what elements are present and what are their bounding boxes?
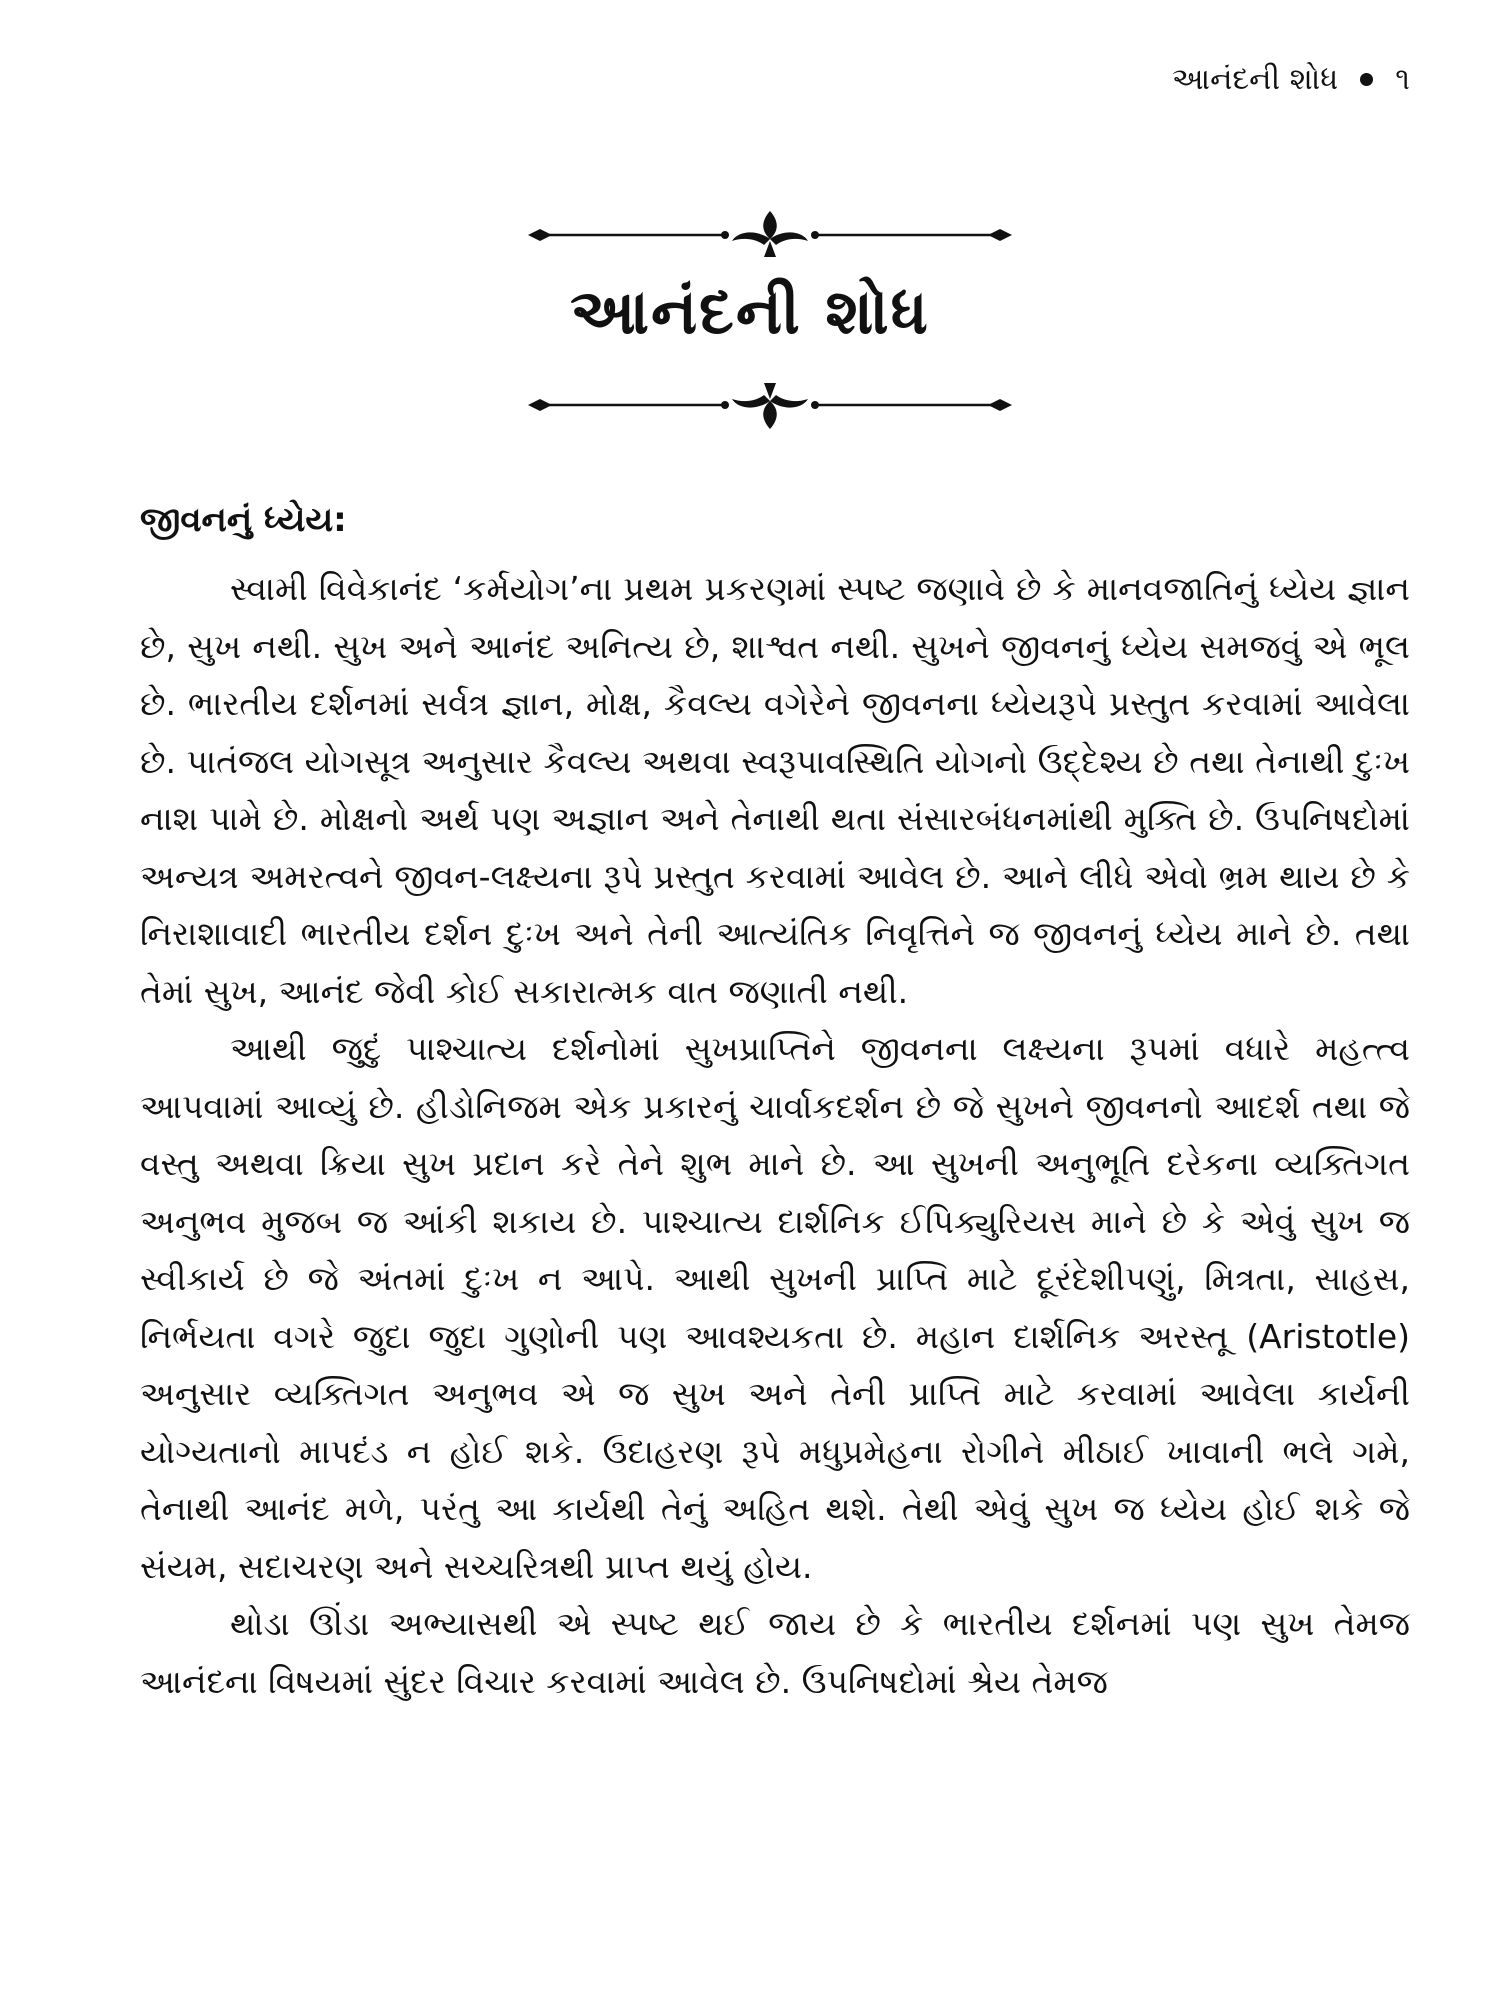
page-number: ૧ — [1395, 62, 1410, 97]
body-text — [140, 560, 1410, 1710]
bottom-ornament-divider-icon — [520, 375, 1020, 435]
section-heading: જીવનનું ધ્યેય: — [140, 500, 347, 540]
paragraph: સ્વામી વિવેકાનંદ ‘કર્મયોગ’ના પ્રથમ પ્રકરણમાં સ્પષ્ટ જણાવે છે કે માનવજાતિનું ધ્યેય જ્ઞાન છે, સુખ નથી. સુખ અને આનંદ અનિત્ય છે, શાશ્વત નથી. સુખને જીવનનું ધ્યેય સમજવું એ ભૂલ છે. ભારતીય દર્શનમાં સર્વત્ર જ્ઞાન, મોક્ષ, કૈવલ્ય વગેરેને જીવનના ધ્યેયરૂપે પ્રસ્તુત કરવામાં આવેલા છે. પાતંજલ યોગસૂત્ર અનુસાર કૈવલ્ય અથવા સ્વરૂપાવસ્થિતિ યોગનો ઉદ્દેશ્ય છે તથા તેનાથી દુઃખ નાશ પામે છે. મોક્ષનો અર્થ પણ અજ્ઞાન અને તેનાથી થતા સંસારબંધનમાંથી મુક્તિ છે. ઉપનિષદોમાં અન્યત્ર અમરત્વને જીવન-લક્ષ્યના રૂપે પ્રસ્તુત કરવામાં આવેલ છે. આને લીધે એવો ભ્રમ થાય છે કે નિરાશાવાદી ભારતીય દર્શન દુઃખ અને તેની આત્યંતિક નિવૃત્તિને જ જીવનનું ધ્યેય માને છે. તથા તેમાં સુખ, આનંદ જેવી કોઈ સકારાત્મક વાત જણાતી નથી. — [140, 569, 1410, 1011]
top-ornament-divider-icon — [520, 205, 1020, 265]
running-title: આનંદની શોધ — [1171, 62, 1339, 97]
paragraph: આથી જુદું પાશ્ચાત્ય દર્શનોમાં સુખપ્રાપ્તિને જીવનના લક્ષ્યના રૂપમાં વધારે મહત્ત્વ આપવામાં આવ્યું છે. હીડોનિજમ એક પ્રકારનું ચાર્વાકદર્શન છે જે સુખને જીવનનો આદર્શ તથા જે વસ્તુ અથવા ક્રિયા સુખ પ્રદાન કરે તેને શુભ માને છે. આ સુખની અનુભૂતિ દરેકના વ્યક્તિગત અનુભવ મુજબ જ આંકી શકાય છે. પાશ્ચાત્ય દાર્શનિક ઈપિક્યુરિયસ માને છે કે એવું સુખ જ સ્વીકાર્ય છે જે અંતમાં દુઃખ ન આપે. આથી સુખની પ્રાપ્તિ માટે દૂરંદેશીપણું, મિત્રતા, સાહસ, નિર્ભયતા વગરે જુદા જુદા ગુણોની પણ આવશ્યકતા છે. મહાન દાર્શનિક અરસ્તૂ (Aristotle) અનુસાર વ્યક્તિગત અનુભવ એ જ સુખ અને તેની પ્રાપ્તિ માટે કરવામાં આવેલા કાર્યની યોગ્યતાનો માપદંડ ન હોઈ શકે. ઉદાહરણ રૂપે મધુપ્રમેહના રોગીને મીઠાઈ ખાવાની ભલે ગમે, તેનાથી આનંદ મળે, પરંતુ આ કાર્યથી તેનું અહિત થશે. તેથી એવું સુખ જ ધ્યેય હોઈ શકે જે સંયમ, સદાચરણ અને સચ્ચરિત્રથી પ્રાપ્ત થયું હોય. — [140, 1029, 1410, 1586]
paragraph: થોડા ઊંડા અભ્યાસથી એ સ્પષ્ટ થઈ જાય છે કે ભારતીય દર્શનમાં પણ સુખ તેમજ આનંદના વિષયમાં સુંદર વિચાર કરવામાં આવેલ છે. ઉપનિષદોમાં શ્રેય તેમજ — [140, 1604, 1410, 1701]
chapter-title: આનંદની શોધ — [570, 275, 930, 348]
bullet-dot-icon — [1360, 73, 1373, 86]
running-header — [1172, 62, 1410, 97]
